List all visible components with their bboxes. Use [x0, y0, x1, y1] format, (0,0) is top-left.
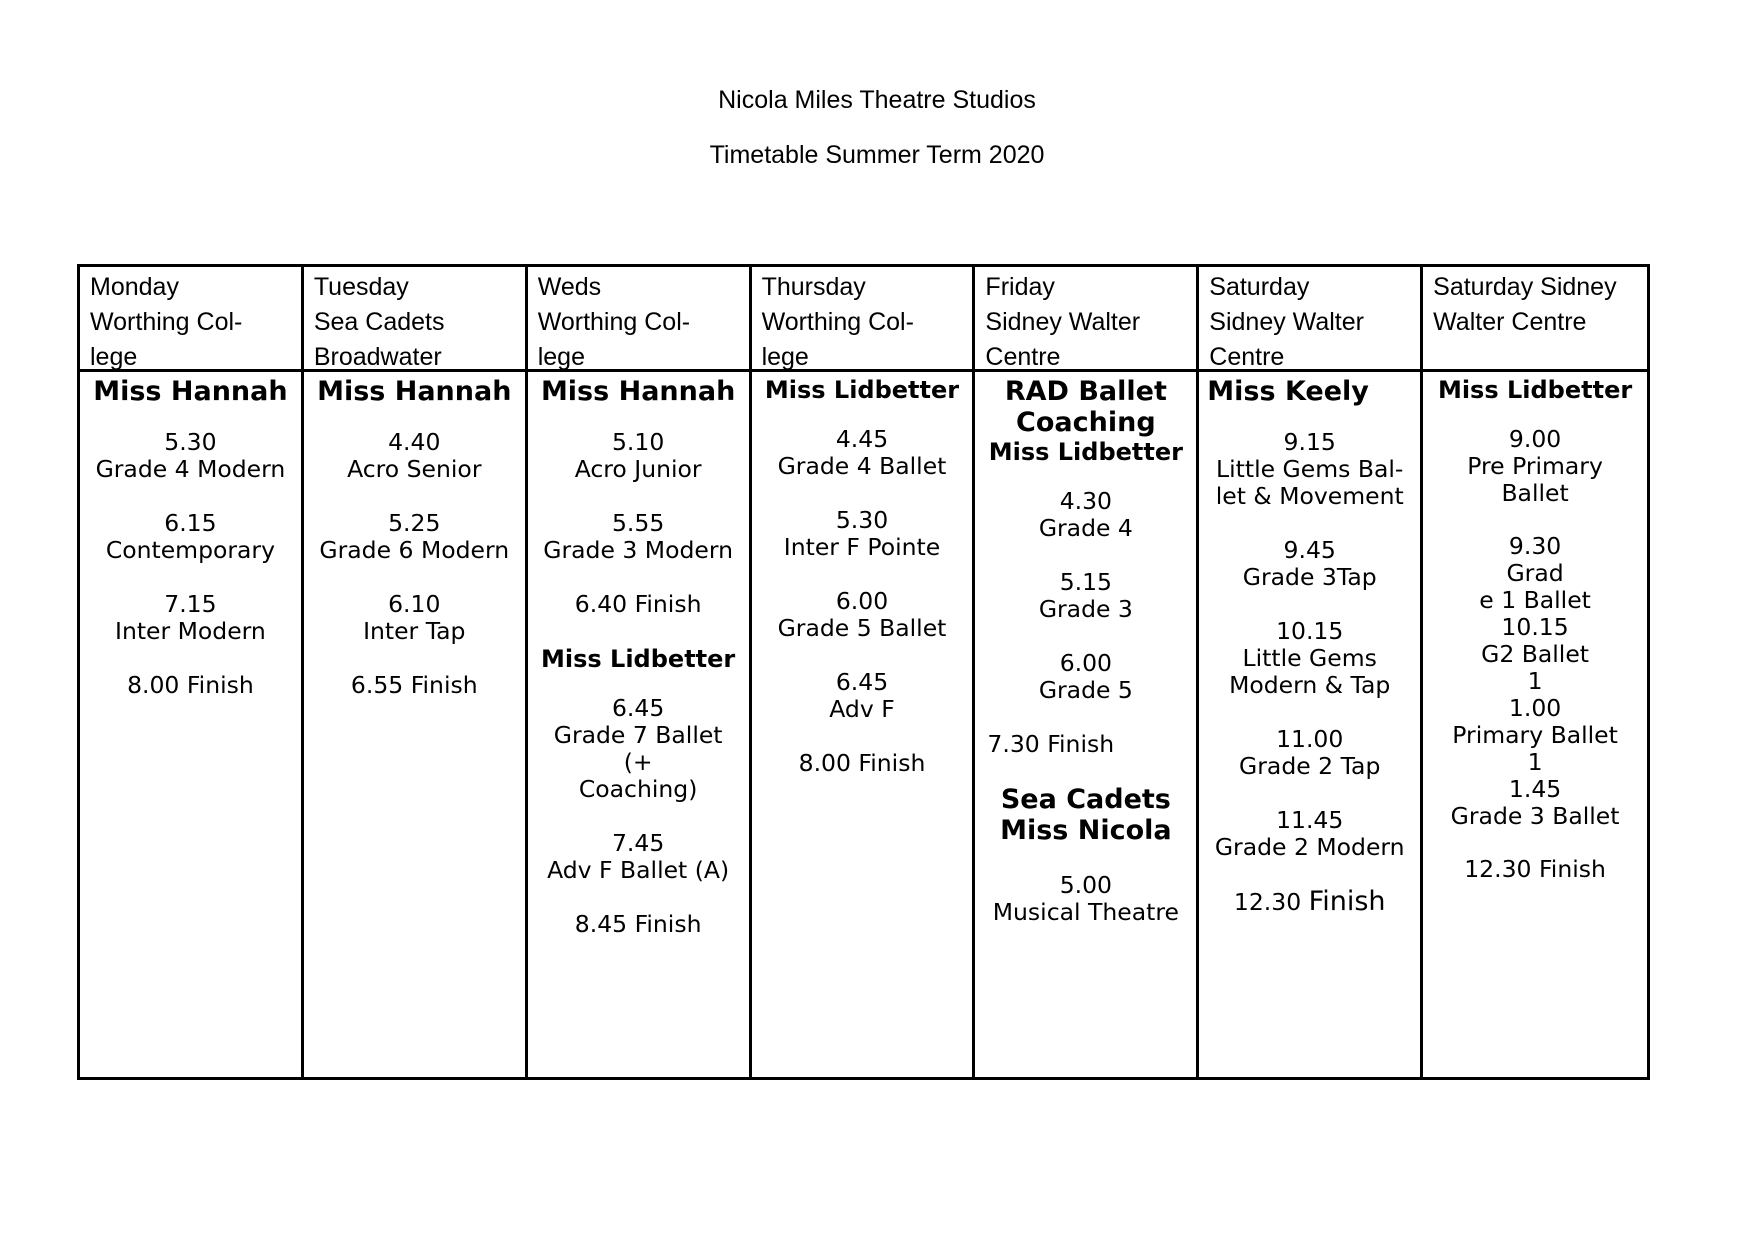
teacher-name: Miss Lidbetter: [764, 376, 960, 404]
schedule-line: 9.00: [1508, 425, 1562, 453]
class-time: 6.45: [835, 668, 889, 696]
schedule-line: 1: [1527, 667, 1543, 695]
finish-time: 6.55 Finish: [350, 671, 478, 699]
teacher-name: Miss Hannah: [93, 376, 288, 407]
day-schedule: [1423, 372, 1647, 1077]
schedule-line: 10.15: [1501, 613, 1569, 641]
teacher-name: Miss Lidbetter: [541, 645, 736, 673]
class-slot: [983, 872, 1188, 926]
class-time: 6.15: [164, 509, 217, 537]
section-title-cont: Coaching: [1016, 407, 1156, 438]
finish-time: [1207, 888, 1412, 916]
class-slot: [88, 429, 293, 483]
class-time: 5.25: [388, 509, 441, 537]
schedule-line: G2 Ballet: [1481, 640, 1590, 668]
schedule-line: Grad: [1506, 559, 1564, 587]
class-name: Grade 5 Ballet: [777, 614, 947, 642]
class-slot: [1207, 726, 1412, 780]
schedule-line: 1.00: [1508, 694, 1562, 722]
class-time: 7.45: [611, 829, 665, 857]
class-name: Little Gems: [1242, 644, 1377, 672]
schedule-line: Grade 3 Ballet: [1450, 802, 1620, 830]
class-name: Grade 3Tap: [1242, 563, 1377, 591]
column-friday: [975, 267, 1199, 1077]
class-time: 4.30: [1059, 487, 1113, 515]
timetable-grid: [77, 264, 1650, 1080]
schedule-line: Ballet: [1501, 479, 1569, 507]
class-name: Inter Modern: [115, 617, 266, 645]
class-time: 5.15: [1059, 568, 1113, 596]
class-name: Acro Senior: [347, 455, 482, 483]
class-name-cont: Coaching): [578, 775, 698, 803]
class-slot: [760, 669, 965, 723]
class-name: Adv F: [829, 695, 895, 723]
class-time: 9.15: [1283, 428, 1336, 456]
class-name: Adv F Ballet (A): [547, 856, 730, 884]
schedule-line: Pre Primary: [1467, 452, 1603, 480]
class-slot: [760, 588, 965, 642]
class-name: Inter F Pointe: [783, 533, 941, 561]
schedule-line: Primary Ballet: [1452, 721, 1618, 749]
class-time: 4.40: [388, 428, 441, 456]
class-name: Grade 5: [1038, 676, 1133, 704]
class-slot: [1207, 807, 1412, 861]
class-slot: [312, 591, 517, 645]
schedule-line: e 1 Ballet: [1479, 586, 1591, 614]
class-time: 6.00: [835, 587, 889, 615]
studio-title: Nicola Miles Theatre Studios: [718, 86, 1036, 114]
class-time: 11.45: [1276, 806, 1344, 834]
schedule-line: 1.45: [1508, 775, 1562, 803]
finish-time: 8.45 Finish: [574, 910, 702, 938]
class-slot: [88, 591, 293, 645]
column-thursday: [752, 267, 976, 1077]
column-saturday-1: [1199, 267, 1423, 1077]
class-slot: [536, 830, 741, 884]
class-time: 5.30: [164, 428, 217, 456]
class-slot: [760, 507, 965, 561]
class-slot: [760, 426, 965, 480]
day-header: Saturday Sidney Walter Centre: [1199, 267, 1420, 372]
class-slot: [88, 510, 293, 564]
class-time: 6.00: [1059, 649, 1113, 677]
column-tuesday: [304, 267, 528, 1077]
day-header: Tuesday Sea Cadets Broadwater: [304, 267, 525, 372]
class-slot: [1207, 618, 1412, 699]
class-slot: [1207, 429, 1412, 510]
class-slot: [536, 429, 741, 483]
finish-time: 12.30 Finish: [1464, 855, 1606, 883]
day-schedule: [80, 372, 301, 1077]
class-name: Grade 3 Modern: [543, 536, 733, 564]
class-name-cont: Modern & Tap: [1229, 671, 1391, 699]
class-time: 11.00: [1276, 725, 1344, 753]
finish-time: 8.00 Finish: [798, 749, 926, 777]
schedule-line: 9.30: [1508, 532, 1562, 560]
teacher-name: Miss Hannah: [540, 376, 736, 407]
class-name: Contemporary: [105, 536, 275, 564]
column-monday: [80, 267, 304, 1077]
section-title: Sea Cadets: [1000, 784, 1171, 815]
day-header: Monday Worthing Col- lege: [80, 267, 301, 372]
day-schedule: [304, 372, 525, 1077]
finish-time: 7.30 Finish: [987, 730, 1115, 758]
day-header: Friday Sidney Walter Centre: [975, 267, 1196, 372]
finish-time: 8.00 Finish: [127, 671, 254, 699]
day-header: Thursday Worthing Col- lege: [752, 267, 973, 372]
class-name: Inter Tap: [363, 617, 466, 645]
class-slot: [983, 569, 1188, 623]
finish-label: Finish: [1308, 886, 1386, 917]
finish-clock: 12.30: [1233, 888, 1302, 916]
class-name: Grade 7 Ballet (+: [553, 721, 723, 776]
teacher-name: Miss Lidbetter: [988, 438, 1183, 466]
class-name: Grade 2 Tap: [1239, 752, 1381, 780]
section-title: RAD Ballet: [1004, 376, 1167, 407]
class-name: Little Gems Bal-: [1216, 455, 1404, 483]
class-slot: [312, 429, 517, 483]
class-slot: [1207, 537, 1412, 591]
class-name: Grade 2 Modern: [1214, 833, 1405, 861]
column-wednesday: [528, 267, 752, 1077]
class-time: 7.15: [164, 590, 217, 618]
class-time: 5.55: [611, 509, 665, 537]
class-time: 6.10: [388, 590, 441, 618]
class-slot: [983, 650, 1188, 704]
day-header: Saturday Sidney Walter Centre: [1423, 267, 1647, 372]
day-schedule: [1199, 372, 1420, 1077]
class-name-cont: let & Movement: [1215, 482, 1404, 510]
day-schedule: [528, 372, 749, 1077]
day-schedule: [752, 372, 973, 1077]
class-name: Grade 3: [1038, 595, 1133, 623]
finish-time: 6.40 Finish: [574, 590, 702, 618]
class-time: 10.15: [1276, 617, 1344, 645]
class-time: 4.45: [835, 425, 889, 453]
class-time: 5.00: [1059, 871, 1113, 899]
teacher-name: Miss Lidbetter: [1437, 376, 1633, 404]
class-name: Grade 4 Modern: [95, 455, 286, 483]
class-slot: [536, 695, 741, 803]
class-time: 9.45: [1283, 536, 1336, 564]
class-slot: [536, 510, 741, 564]
teacher-name: Miss Hannah: [317, 376, 512, 407]
class-name: Musical Theatre: [992, 898, 1179, 926]
class-name: Grade 4: [1038, 514, 1133, 542]
class-name: Grade 6 Modern: [319, 536, 510, 564]
class-time: 5.30: [835, 506, 889, 534]
column-saturday-2: [1423, 267, 1647, 1077]
timetable-title: Timetable Summer Term 2020: [709, 141, 1045, 169]
day-header: Weds Worthing Col- lege: [528, 267, 749, 372]
day-schedule: [975, 372, 1196, 1077]
schedule-line: 1: [1527, 748, 1543, 776]
teacher-name: Miss Nicola: [1000, 815, 1172, 846]
teacher-name: Miss Keely: [1207, 376, 1369, 407]
class-slot: [312, 510, 517, 564]
class-time: 6.45: [611, 694, 665, 722]
class-name: Acro Junior: [574, 455, 702, 483]
class-time: 5.10: [611, 428, 665, 456]
class-name: Grade 4 Ballet: [777, 452, 947, 480]
class-slot: [983, 488, 1188, 542]
